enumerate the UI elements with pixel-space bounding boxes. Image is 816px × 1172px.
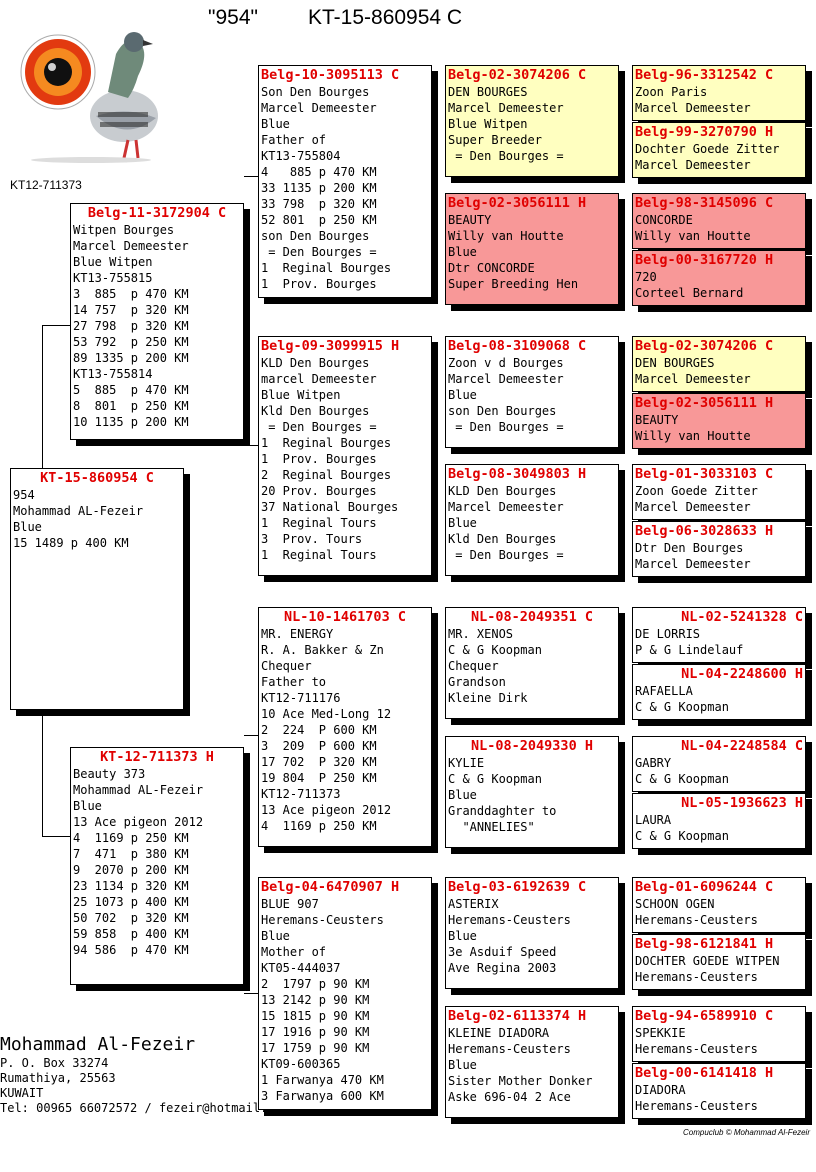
great-grandparent-ring: Belg-08-3049803 H [448,466,587,482]
grandparent-line: = Den Bourges = [261,420,377,434]
great-grandparent-line: Granddaghter to [448,804,557,818]
logo-caption: KT12-711373 [10,178,82,192]
grandparent-line: Kld Den Bourges [261,404,370,418]
ancestor-box [632,393,806,449]
great-grandparent-ring: Belg-02-3056111 H [448,195,587,211]
grandparent-ring: NL-10-1461703 C [284,609,406,625]
dam-line: 23 1134 p 320 KM [73,879,189,893]
great-grandparent-ring: NL-08-2049351 C [471,609,593,625]
great-grandparent-line: Chequer [448,659,499,673]
ancestor-line: Zoon Paris [635,85,708,99]
grandparent-line: R. A. Bakker & Zn [261,643,384,657]
grandparent-line: 10 Ace Med-Long 12 [261,707,392,721]
great-grandparent-line: C & G Koopman [448,772,542,786]
owner-contact [0,1034,267,1116]
grandparent-line: 4 885 p 470 KM [261,165,377,179]
ancestor-ring: Belg-99-3270790 H [635,124,774,140]
grandparent-box [258,877,432,1110]
grandparent-line: Blue [261,929,290,943]
ancestor-line: DE LORRIS [635,627,701,641]
dam-line: 7 471 p 380 KM [73,847,189,861]
grandparent-line: 4 1169 p 250 KM [261,819,377,833]
dam-line: 13 Ace pigeon 2012 [73,815,204,829]
ancestor-ring: Belg-94-6589910 C [635,1008,774,1024]
ancestor-line: RAFAELLA [635,684,693,698]
ancestor-ring: Belg-01-3033103 C [635,466,774,482]
great-grandparent-line: KLD Den Bourges [448,484,557,498]
ancestor-line: Marcel Demeester [635,557,751,571]
subject-ring: KT-15-860954 C [40,470,154,486]
grandparent-line: 33 1135 p 200 KM [261,181,377,195]
great-grandparent-line: Heremans-Ceusters [448,1042,571,1056]
pigeon-eye-logo [16,16,166,164]
dam-line: 94 586 p 470 KM [73,943,189,957]
ancestor-ring: NL-05-1936623 H [681,795,803,811]
dam-line: Blue [73,799,102,813]
ancestor-line: LAURA [635,813,672,827]
great-grandparent-line: Marcel Demeester [448,101,564,115]
great-grandparent-line: Zoon v d Bourges [448,356,564,370]
sire-line: Blue Witpen [73,255,153,269]
grandparent-line: KT13-755804 [261,149,341,163]
ancestor-box [632,122,806,178]
great-grandparent-line: Marcel Demeester [448,500,564,514]
ancestor-line: Heremans-Ceusters [635,970,758,984]
ancestor-line: Marcel Demeester [635,101,751,115]
grandparent-line: 13 Ace pigeon 2012 [261,803,392,817]
sire-line: 27 798 p 320 KM [73,319,189,333]
great-grandparent-line: Super Breeding Hen [448,277,579,291]
grandparent-line: = Den Bourges = [261,245,377,259]
owner-line: KUWAIT [0,1086,44,1100]
connector-line [244,445,258,446]
grandparent-line: Son Den Bourges [261,85,370,99]
grandparent-line: KT12-711373 [261,787,341,801]
ancestor-ring: Belg-02-3074206 C [635,338,774,354]
ancestor-ring: Belg-96-3312542 C [635,67,774,83]
connector-line [42,710,43,836]
grandparent-line: 3 Prov. Tours [261,532,363,546]
great-grandparent-box [445,336,619,448]
great-grandparent-line: son Den Bourges [448,404,557,418]
grandparent-line: 1 Reginal Bourges [261,261,392,275]
ancestor-line: Heremans-Ceusters [635,1099,758,1113]
great-grandparent-line: Blue [448,1058,477,1072]
grandparent-ring: Belg-10-3095113 C [261,67,400,83]
ancestor-box [632,664,806,720]
great-grandparent-ring: Belg-02-6113374 H [448,1008,587,1024]
grandparent-line: 37 National Bourges [261,500,399,514]
grandparent-line: marcel Demeester [261,372,377,386]
grandparent-line: Blue Witpen [261,388,341,402]
great-grandparent-ring: NL-08-2049330 H [471,738,593,754]
ancestor-line: DEN BOURGES [635,356,715,370]
great-grandparent-line: Grandson [448,675,506,689]
grandparent-line: 1 Prov. Bourges [261,277,377,291]
great-grandparent-line: Ave Regina 2003 [448,961,557,975]
connector-line [42,325,43,468]
grandparent-ring: Belg-09-3099915 H [261,338,400,354]
grandparent-line: 3 Farwanya 600 KM [261,1089,384,1103]
grandparent-line: 3 209 P 600 KM [261,739,377,753]
ancestor-line: C & G Koopman [635,772,729,786]
ancestor-line: Willy van Houtte [635,429,751,443]
great-grandparent-box [445,1006,619,1118]
ancestor-line: Dtr Den Bourges [635,541,744,555]
sire-line: KT13-755815 [73,271,153,285]
ancestor-ring: Belg-00-3167720 H [635,252,774,268]
sire-line: 5 885 p 470 KM [73,383,189,397]
great-grandparent-line: KLEINE DIADORA [448,1026,550,1040]
grandparent-line: Heremans-Ceusters [261,913,384,927]
ancestor-line: SCHOON OGEN [635,897,715,911]
grandparent-box [258,65,432,298]
great-grandparent-ring: Belg-02-3074206 C [448,67,587,83]
great-grandparent-line: Dtr CONCORDE [448,261,535,275]
great-grandparent-line: KYLIE [448,756,485,770]
grandparent-line: 17 702 P 320 KM [261,755,377,769]
ancestor-box [632,521,806,577]
grandparent-box [258,336,432,576]
great-grandparent-box [445,877,619,989]
grandparent-line: MR. ENERGY [261,627,334,641]
sire-line: 14 757 p 320 KM [73,303,189,317]
ancestor-box [632,934,806,990]
ancestor-line: Marcel Demeester [635,372,751,386]
grandparent-line: Chequer [261,659,312,673]
great-grandparent-line: = Den Bourges = [448,420,564,434]
grandparent-line: 33 798 p 320 KM [261,197,377,211]
grandparent-line: 2 Reginal Bourges [261,468,392,482]
owner-line: Tel: 00965 66072572 / fezeir@hotmail. [0,1101,268,1115]
ancestor-line: Zoon Goede Zitter [635,484,758,498]
owner-line: Rumathiya, 25563 [0,1071,116,1085]
ancestor-ring: NL-02-5241328 C [681,609,803,625]
grandparent-line: KLD Den Bourges [261,356,370,370]
ancestor-box [632,464,806,520]
connector-line [42,325,70,326]
connector-line [244,176,258,177]
grandparent-box [258,607,432,847]
grandparent-line: 20 Prov. Bourges [261,484,377,498]
great-grandparent-ring: Belg-03-6192639 C [448,879,587,895]
ancestor-ring: Belg-01-6096244 C [635,879,774,895]
great-grandparent-line: "ANNELIES" [448,820,535,834]
owner-name: Mohammad Al-Fezeir [0,1034,196,1055]
great-grandparent-line: Blue Witpen [448,117,528,131]
sire-line: 53 792 p 250 KM [73,335,189,349]
dam-ring: KT-12-711373 H [100,749,214,765]
grandparent-ring: Belg-04-6470907 H [261,879,400,895]
ancestor-box [632,1006,806,1062]
grandparent-line: 1 Reginal Tours [261,548,377,562]
ancestor-line: BEAUTY [635,413,679,427]
copyright-notice: Compuclub © Mohammad Al-Fezeir [683,1128,810,1137]
ancestor-line: DOCHTER GOEDE WITPEN [635,954,780,968]
subject-line: 954 [13,488,35,502]
grandparent-line: son Den Bourges [261,229,370,243]
grandparent-line: 52 801 p 250 KM [261,213,377,227]
ancestor-box [632,193,806,249]
dam-box [70,747,244,985]
great-grandparent-box [445,65,619,177]
ancestor-line: Corteel Bernard [635,286,744,300]
ancestor-ring: Belg-98-6121841 H [635,936,774,952]
great-grandparent-line: MR. XENOS [448,627,514,641]
grandparent-line: KT05-444037 [261,961,341,975]
ancestor-box [632,250,806,306]
subject-line: Blue [13,520,42,534]
sire-line: 89 1335 p 200 KM [73,351,189,365]
grandparent-line: 15 1815 p 90 KM [261,1009,370,1023]
ancestor-box [632,736,806,792]
great-grandparent-line: Aske 696-04 2 Ace [448,1090,571,1104]
ancestor-line: SPEKKIE [635,1026,686,1040]
ancestor-ring: NL-04-2248600 H [681,666,803,682]
ancestor-line: Dochter Goede Zitter [635,142,780,156]
grandparent-line: KT09-600365 [261,1057,341,1071]
great-grandparent-line: Willy van Houtte [448,229,564,243]
subject-line: 15 1489 p 400 KM [13,536,129,550]
connector-line [244,735,258,736]
great-grandparent-line: = Den Bourges = [448,548,564,562]
ancestor-line: DIADORA [635,1083,686,1097]
great-grandparent-line: Kld Den Bourges [448,532,557,546]
grandparent-line: Father of [261,133,327,147]
ancestor-line: GABRY [635,756,672,770]
ancestor-box [632,65,806,121]
ancestor-line: CONCORDE [635,213,693,227]
grandparent-line: 2 1797 p 90 KM [261,977,370,991]
sire-line: 10 1135 p 200 KM [73,415,189,429]
pedigree-ring-number: KT-15-860954 C [308,6,463,29]
great-grandparent-line: Blue [448,388,477,402]
ancestor-line: Marcel Demeester [635,500,751,514]
grandparent-line: Marcel Demeester [261,101,377,115]
sire-box [70,203,244,440]
sire-line: KT13-755814 [73,367,153,381]
great-grandparent-line: Heremans-Ceusters [448,913,571,927]
dam-line: Mohammad AL-Fezeir [73,783,204,797]
grandparent-line: Blue [261,117,290,131]
ancestor-line: Marcel Demeester [635,158,751,172]
great-grandparent-line: C & G Koopman [448,643,542,657]
dam-line: 4 1169 p 250 KM [73,831,189,845]
great-grandparent-line: Blue [448,245,477,259]
great-grandparent-box [445,607,619,719]
sire-line: 8 801 p 250 KM [73,399,189,413]
dam-line: 59 858 p 400 KM [73,927,189,941]
grandparent-line: BLUE 907 [261,897,319,911]
great-grandparent-ring: Belg-08-3109068 C [448,338,587,354]
great-grandparent-box [445,736,619,848]
ancestor-ring: Belg-98-3145096 C [635,195,774,211]
ancestor-box [632,336,806,392]
grandparent-line: 17 1916 p 90 KM [261,1025,370,1039]
grandparent-line: 13 2142 p 90 KM [261,993,370,1007]
grandparent-line: 1 Farwanya 470 KM [261,1073,384,1087]
ancestor-ring: Belg-06-3028633 H [635,523,774,539]
grandparent-line: KT12-711176 [261,691,341,705]
sire-line: Witpen Bourges [73,223,175,237]
grandparent-line: 1 Reginal Bourges [261,436,392,450]
great-grandparent-line: Blue [448,788,477,802]
ancestor-ring: Belg-00-6141418 H [635,1065,774,1081]
ancestor-line: P & G Lindelauf [635,643,744,657]
ancestor-box [632,793,806,849]
great-grandparent-line: = Den Bourges = [448,149,564,163]
grandparent-line: Mother of [261,945,327,959]
grandparent-line: 17 1759 p 90 KM [261,1041,370,1055]
ancestor-line: 720 [635,270,657,284]
dam-line: 9 2070 p 200 KM [73,863,189,877]
ancestor-line: C & G Koopman [635,829,729,843]
ancestor-ring: NL-04-2248584 C [681,738,803,754]
sire-ring: Belg-11-3172904 C [87,205,227,221]
connector-line [244,993,258,994]
sire-line: Marcel Demeester [73,239,189,253]
grandparent-line: 1 Reginal Tours [261,516,377,530]
great-grandparent-line: Sister Mother Donker [448,1074,593,1088]
great-grandparent-line: Marcel Demeester [448,372,564,386]
great-grandparent-line: 3e Asduif Speed [448,945,557,959]
great-grandparent-box [445,464,619,576]
great-grandparent-line: Kleine Dirk [448,691,528,705]
ancestor-box [632,877,806,933]
great-grandparent-line: BEAUTY [448,213,492,227]
great-grandparent-line: Blue [448,929,477,943]
ancestor-ring: Belg-02-3056111 H [635,395,774,411]
great-grandparent-line: Super Breeder [448,133,542,147]
grandparent-line: Father to [261,675,327,689]
pedigree-name: "954" [208,6,258,29]
great-grandparent-line: DEN BOURGES [448,85,528,99]
ancestor-line: Willy van Houtte [635,229,751,243]
ancestor-box [632,1063,806,1119]
connector-line [42,836,70,837]
great-grandparent-box [445,193,619,305]
ancestor-line: Heremans-Ceusters [635,1042,758,1056]
dam-line: Beauty 373 [73,767,146,781]
ancestor-box [632,607,806,663]
grandparent-line: 2 224 P 600 KM [261,723,377,737]
grandparent-line: 19 804 P 250 KM [261,771,377,785]
grandparent-line: 1 Prov. Bourges [261,452,377,466]
ancestor-line: C & G Koopman [635,700,729,714]
subject-line: Mohammad AL-Fezeir [13,504,144,518]
sire-line: 3 885 p 470 KM [73,287,189,301]
dam-line: 25 1073 p 400 KM [73,895,189,909]
dam-line: 50 702 p 320 KM [73,911,189,925]
owner-line: P. O. Box 33274 [0,1056,109,1070]
great-grandparent-line: ASTERIX [448,897,499,911]
subject-box [10,468,184,710]
great-grandparent-line: Blue [448,516,477,530]
ancestor-line: Heremans-Ceusters [635,913,758,927]
